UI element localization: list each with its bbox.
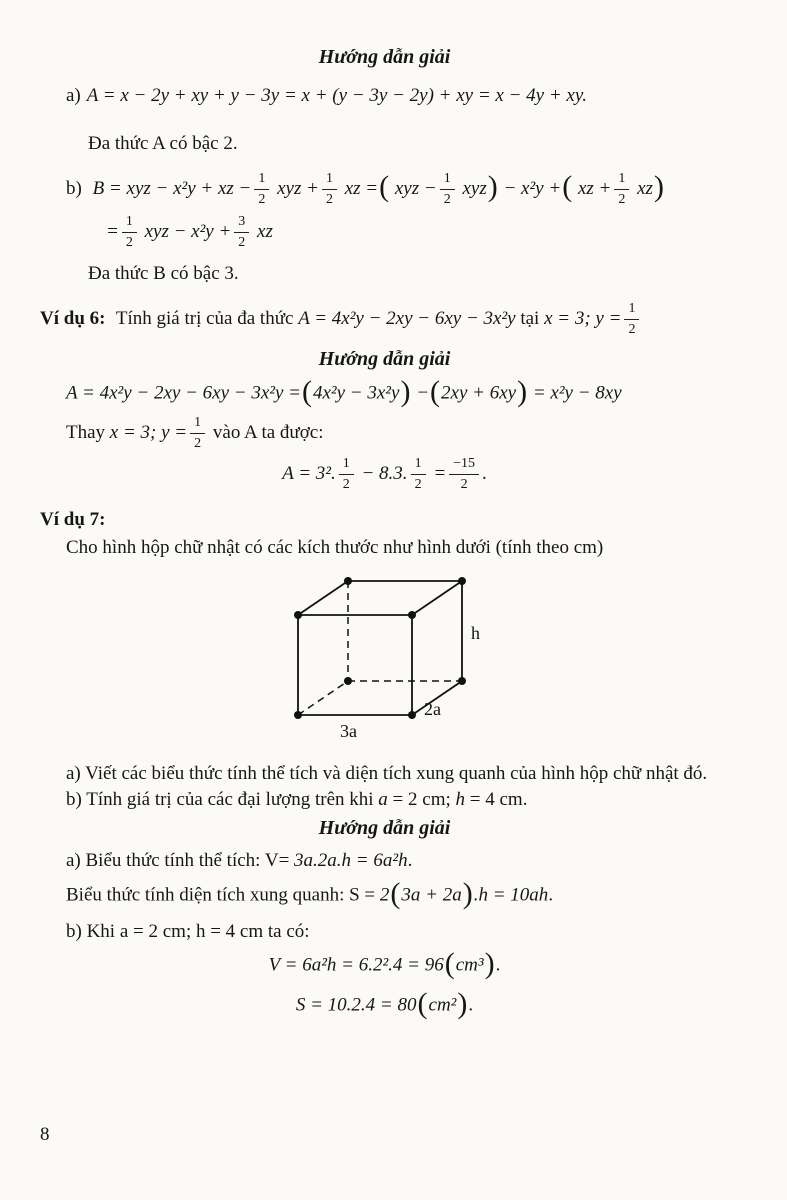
question-b-text2: = 2 cm;: [392, 788, 451, 810]
example-6-math1: A = 4x²y − 2xy − 6xy − 3x²y: [298, 307, 516, 329]
example-6-statement: [40, 301, 729, 338]
formula-b-seg6: − x²y +: [503, 177, 562, 199]
example-6-text2: tại: [520, 307, 540, 329]
result-period: .: [482, 462, 487, 484]
formula-vd6-seg1: A = 4x²y − 2xy − 6xy − 3x²y =: [66, 382, 301, 403]
solution-surface-formula: [66, 877, 729, 911]
fraction-numerator: 1: [325, 170, 333, 186]
solution-line-b: [66, 171, 729, 208]
left-paren: (: [562, 170, 573, 204]
formula-b2-seg1: =: [106, 220, 119, 242]
question-b: [66, 789, 729, 811]
example-7-header: [40, 509, 729, 531]
fraction-numerator: 1: [443, 170, 451, 186]
thay-text1: Thay: [66, 421, 106, 443]
fraction-denominator: 2: [440, 189, 455, 208]
formula-b-seg5: xyz: [462, 177, 487, 199]
fraction-three-halves: [234, 214, 249, 251]
fraction-denominator: 2: [449, 474, 479, 493]
solution-b-condition: b) Khi a = 2 cm; h = 4 cm ta có:: [66, 921, 310, 943]
left-paren: (: [444, 947, 455, 981]
sol-a2-math1: 2: [379, 884, 390, 906]
sol-v-period: .: [495, 954, 501, 976]
example-6-label: Ví dụ 6:: [40, 307, 106, 329]
fraction-numerator: 1: [414, 455, 422, 471]
fraction-one-half: [190, 415, 205, 452]
heading-guide-solution-2: Hướng dẫn giải: [318, 347, 451, 370]
fraction-numerator: −15: [453, 455, 476, 471]
example-7-intro: Cho hình hộp chữ nhật có các kích thước như hình dưới (tính theo cm): [66, 536, 604, 558]
example-6-result: [40, 456, 729, 493]
cuboid-solid-edges: [298, 581, 462, 715]
fraction-numerator: 1: [194, 414, 202, 430]
sol-s-period: .: [468, 994, 474, 1016]
sol-a1-period: .: [407, 849, 413, 871]
sol-a1-math: 3a.2a.h = 6a²h: [294, 849, 408, 871]
result-seg2: − 8.3.: [361, 462, 408, 484]
fraction-one-half: [440, 171, 455, 208]
heading-guide-solution-1: Hướng dẫn giải: [318, 46, 451, 68]
example-6-text1: Tính giá trị của đa thức: [115, 307, 294, 329]
question-b-text1: b) Tính giá trị của các đại lượng trên khi: [66, 788, 374, 810]
page-number: 8: [40, 1124, 50, 1145]
cuboid-figure: [40, 565, 729, 755]
fraction-neg-fifteen-halves: [449, 456, 479, 493]
fraction-numerator: 1: [618, 170, 626, 186]
fraction-one-half: [254, 171, 269, 208]
substitution-line: [66, 415, 729, 452]
cuboid-vertex-dots: [294, 577, 466, 719]
formula-b2-seg2: xyz − x²y +: [144, 220, 232, 242]
formula-vd6-seg4: 2xy + 6xy: [441, 382, 517, 403]
surface-result: [40, 987, 729, 1021]
fraction-numerator: 1: [258, 170, 266, 186]
sol-a2-period: .: [548, 884, 554, 906]
formula-vd6-seg2: 4x²y − 3x²y: [312, 382, 400, 403]
sol-a2-math3: .h = 10ah: [473, 884, 549, 906]
question-b-text3: = 4 cm.: [469, 788, 528, 810]
volume-result: [40, 947, 729, 981]
right-paren: ): [484, 947, 495, 981]
example-6-solution-formula: [66, 374, 729, 409]
right-paren: ): [517, 374, 528, 408]
thay-text2: vào A ta được:: [212, 421, 324, 443]
right-paren: ): [653, 170, 664, 204]
formula-b-seg8: xz: [637, 177, 653, 199]
cuboid-svg: [266, 565, 504, 749]
dimension-label-h: h: [470, 622, 480, 643]
fraction-denominator: 2: [234, 232, 249, 251]
fraction-one-half: [122, 214, 137, 251]
thay-math1: x = 3; y =: [109, 421, 188, 443]
fraction-denominator: 2: [122, 232, 137, 251]
fraction-numerator: 1: [125, 213, 133, 229]
example-6-math2: x = 3; y =: [544, 307, 622, 329]
result-seg3: =: [433, 462, 447, 484]
formula-b-seg3: xz =: [344, 177, 379, 199]
sol-s-math1: S = 10.2.4 = 80: [295, 994, 417, 1016]
formula-b-seg1: B = xyz − x²y + xz −: [92, 177, 252, 199]
cuboid-hidden-edges: [298, 581, 462, 715]
solution-line-b2: [106, 214, 729, 251]
fraction-one-half: [614, 171, 629, 208]
fraction-one-half: [339, 456, 354, 493]
fraction-denominator: 2: [190, 433, 205, 452]
right-paren: ): [487, 170, 498, 204]
item-label-b: b): [66, 177, 82, 199]
fraction-denominator: 2: [339, 474, 354, 493]
left-paren: (: [301, 374, 312, 408]
formula-b-seg2: xyz +: [277, 177, 319, 199]
formula-b2-seg3: xz: [257, 220, 273, 242]
left-paren: (: [379, 170, 390, 204]
formula-vd6-seg3: −: [416, 382, 430, 403]
question-b-math-h: h: [455, 788, 466, 810]
item-label-a: a): [66, 85, 81, 106]
sol-a2-math2: 3a + 2a: [401, 884, 462, 906]
sol-s-math2: cm²: [428, 994, 457, 1016]
solution-line-a: [66, 83, 729, 109]
left-paren: (: [417, 987, 428, 1021]
right-paren: ): [462, 877, 473, 911]
formula-b-seg4: xyz −: [394, 177, 437, 199]
fraction-numerator: 1: [628, 300, 636, 316]
question-a: a) Viết các biểu thức tính thể tích và diện tích xung quanh của hình hộp chữ nhật đó.: [66, 762, 708, 784]
sol-a1-text: a) Biểu thức tính thể tích: V=: [66, 849, 290, 871]
dimension-label-2a: 2a: [423, 698, 441, 719]
note-degree-b: Đa thức B có bậc 3.: [88, 262, 239, 284]
fraction-one-half: [322, 171, 337, 208]
result-seg1: A = 3².: [282, 462, 336, 484]
formula-a: A = x − 2y + xy + y − 3y = x + (y − 3y − 2y) + xy = x − 4y + xy.: [86, 85, 587, 106]
fraction-numerator: 1: [342, 455, 350, 471]
formula-vd6-seg5: = x²y − 8xy: [532, 382, 622, 403]
note-degree-a: Đa thức A có bậc 2.: [88, 132, 238, 154]
sol-a2-text: Biểu thức tính diện tích xung quanh: S =: [66, 884, 376, 906]
left-paren: (: [430, 374, 441, 408]
fraction-denominator: 2: [624, 319, 639, 338]
solution-volume-formula: [66, 848, 729, 874]
question-b-math-a: a: [378, 788, 388, 810]
right-paren: ): [457, 987, 468, 1021]
fraction-denominator: 2: [322, 189, 337, 208]
fraction-denominator: 2: [411, 474, 426, 493]
heading-guide-solution-3: Hướng dẫn giải: [318, 816, 451, 839]
right-paren: ): [400, 374, 411, 408]
sol-v-math1: V = 6a²h = 6.2².4 = 96: [268, 954, 444, 976]
fraction-one-half: [411, 456, 426, 493]
fraction-one-half: [624, 301, 639, 338]
fraction-denominator: 2: [254, 189, 269, 208]
formula-b-seg7: xz +: [577, 177, 612, 199]
dimension-label-3a: 3a: [339, 720, 357, 741]
sol-v-math2: cm³: [455, 954, 484, 976]
fraction-denominator: 2: [614, 189, 629, 208]
fraction-numerator: 3: [238, 213, 246, 229]
left-paren: (: [390, 877, 401, 911]
example-7-label: Ví dụ 7:: [40, 508, 106, 530]
